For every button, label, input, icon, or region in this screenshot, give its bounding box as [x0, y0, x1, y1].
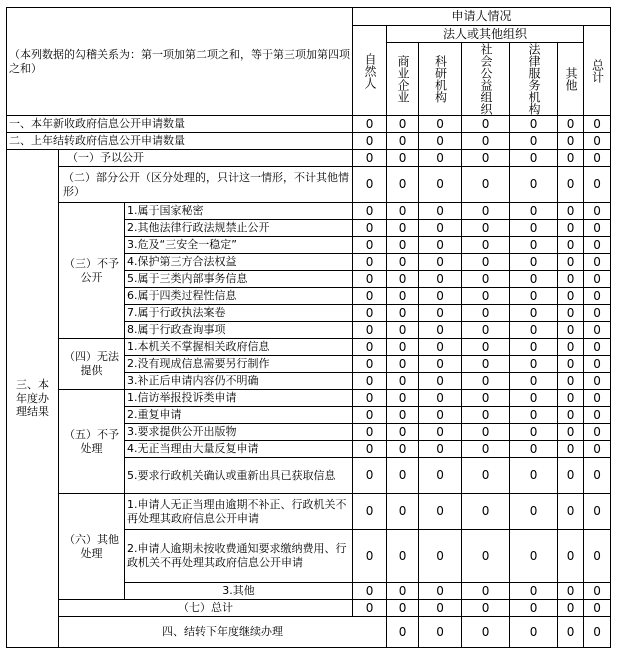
table-cell-value: 0 [462, 441, 510, 458]
row-label: 1.信访举报投诉类申请 [125, 390, 353, 407]
table-cell-value: 0 [353, 494, 387, 530]
row-label: 二、上年结转政府信息公开申请数量 [7, 133, 353, 150]
table-cell-value: 0 [387, 600, 419, 617]
table-cell-value: 0 [510, 441, 558, 458]
table-cell-value: 0 [558, 203, 584, 220]
table-cell-value: 0 [558, 441, 584, 458]
table-cell-value: 0 [462, 339, 510, 356]
row-label: 3.要求提供公开出版物 [125, 424, 353, 441]
row-label: 2.没有现成信息需要另行制作 [125, 356, 353, 373]
table-cell-value: 0 [387, 339, 419, 356]
table-cell-value: 0 [584, 390, 611, 407]
table-cell-value: 0 [419, 494, 462, 530]
table-cell-value: 0 [462, 373, 510, 390]
table-cell-value: 0 [510, 220, 558, 237]
table-cell-value: 0 [584, 356, 611, 373]
table-cell-value: 0 [353, 583, 387, 600]
table-cell-value: 0 [510, 600, 558, 617]
table-cell-value: 0 [558, 373, 584, 390]
table-cell-value: 0 [353, 305, 387, 322]
table-cell-value: 0 [387, 133, 419, 150]
table-cell-value: 0 [510, 167, 558, 203]
table-cell-value: 0 [584, 288, 611, 305]
table-cell-value: 0 [558, 271, 584, 288]
table-cell-value: 0 [510, 237, 558, 254]
col-natural-person: 自然人 [353, 26, 387, 116]
table-cell-value: 0 [584, 617, 611, 648]
group-4-label: （四）无法提供 [59, 339, 125, 390]
table-cell-value: 0 [419, 203, 462, 220]
table-cell-value: 0 [462, 530, 510, 583]
table-cell-value: 0 [558, 617, 584, 648]
row-label: （二）部分公开（区分处理的，只计这一情形，不计其他情形） [59, 167, 353, 203]
table-cell-value: 0 [419, 271, 462, 288]
table-cell-value: 0 [462, 288, 510, 305]
table-cell-value: 0 [510, 617, 558, 648]
table-cell-value: 0 [558, 305, 584, 322]
row-label: 2.申请人逾期未按收费通知要求缴纳费用、行政机关不再处理其政府信息公开申请 [125, 530, 353, 583]
row-label: 3.其他 [125, 583, 353, 600]
row-label: 5.要求行政机关确认或重新出具已获取信息 [125, 458, 353, 494]
table-cell-value: 0 [419, 288, 462, 305]
table-cell-value: 0 [353, 424, 387, 441]
table-cell-value: 0 [462, 271, 510, 288]
table-cell-value: 0 [558, 390, 584, 407]
table-cell-value: 0 [353, 356, 387, 373]
table-cell-value: 0 [558, 339, 584, 356]
table-cell-value: 0 [387, 254, 419, 271]
table-cell-value: 0 [584, 600, 611, 617]
table-cell-value: 0 [353, 441, 387, 458]
row-label: （一）予以公开 [59, 150, 353, 167]
table-cell-value: 0 [510, 373, 558, 390]
table-cell-value: 0 [419, 373, 462, 390]
table-cell-value: 0 [387, 424, 419, 441]
header-applicant-situation: 申请人情况 [353, 8, 611, 26]
table-cell-value: 0 [353, 150, 387, 167]
table-cell-value: 0 [462, 322, 510, 339]
table-cell-value: 0 [419, 617, 462, 648]
table-cell-value: 0 [353, 271, 387, 288]
table-cell-value: 0 [510, 271, 558, 288]
table-cell-value: 0 [558, 530, 584, 583]
col-research: 科研机构 [419, 43, 462, 116]
table-cell-value: 0 [510, 133, 558, 150]
table-cell-value: 0 [462, 583, 510, 600]
table-cell-value: 0 [419, 237, 462, 254]
table-cell-value: 0 [353, 458, 387, 494]
table-cell-value: 0 [462, 305, 510, 322]
table-cell-value: 0 [510, 458, 558, 494]
table-cell-value: 0 [584, 583, 611, 600]
table-cell-value: 0 [558, 288, 584, 305]
table-cell-value: 0 [558, 458, 584, 494]
table-cell-value: 0 [419, 407, 462, 424]
table-cell-value: 0 [387, 617, 419, 648]
table-cell-value: 0 [558, 237, 584, 254]
table-cell-value: 0 [387, 271, 419, 288]
table-cell-value: 0 [584, 458, 611, 494]
table-cell-value: 0 [584, 441, 611, 458]
table-cell-value: 0 [353, 254, 387, 271]
col-business: 商业企业 [387, 43, 419, 116]
table-cell-value: 0 [419, 441, 462, 458]
table-cell-value: 0 [462, 254, 510, 271]
table-cell-value: 0 [462, 390, 510, 407]
section-3-label: 三、本年度办理结果 [7, 150, 59, 648]
table-cell-value: 0 [353, 288, 387, 305]
table-cell-value: 0 [584, 271, 611, 288]
table-cell-value: 0 [584, 530, 611, 583]
table-cell-value: 0 [558, 254, 584, 271]
table-cell-value: 0 [510, 150, 558, 167]
table-cell-value: 0 [510, 339, 558, 356]
table-cell-value: 0 [353, 600, 387, 617]
table-cell-value: 0 [558, 494, 584, 530]
row-label: 1.属于国家秘密 [125, 203, 353, 220]
row-label: 5.属于三类内部事务信息 [125, 271, 353, 288]
table-row [7, 617, 611, 648]
table-cell-value: 0 [462, 458, 510, 494]
table-cell-value: 0 [462, 203, 510, 220]
table-cell-value: 0 [584, 203, 611, 220]
table-cell-value: 0 [462, 600, 510, 617]
table-cell-value: 0 [462, 237, 510, 254]
table-cell-value: 0 [353, 203, 387, 220]
table-cell-value: 0 [584, 167, 611, 203]
col-public-welfare: 社会公益组织 [462, 43, 510, 116]
row-label: 2.其他法律行政法规禁止公开 [125, 220, 353, 237]
table-cell-value: 0 [387, 583, 419, 600]
table-cell-value: 0 [387, 494, 419, 530]
table-cell-value: 0 [510, 407, 558, 424]
table-cell-value: 0 [387, 407, 419, 424]
table-cell-value: 0 [353, 407, 387, 424]
table-cell-value: 0 [462, 116, 510, 133]
table-cell-value: 0 [462, 133, 510, 150]
table-cell-value: 0 [462, 494, 510, 530]
table-cell-value: 0 [584, 220, 611, 237]
table-cell-value: 0 [387, 322, 419, 339]
table-cell-value: 0 [353, 133, 387, 150]
table-cell-value: 0 [387, 458, 419, 494]
row-label: 3.补正后申请内容仍不明确 [125, 373, 353, 390]
table-cell-value: 0 [419, 339, 462, 356]
table-cell-value: 0 [419, 305, 462, 322]
table-cell-value: 0 [419, 150, 462, 167]
table-row [7, 150, 611, 167]
header-note: （本列数据的勾稽关系为：第一项加第二项之和，等于第三项加第四项之和） [7, 8, 353, 116]
table-cell-value: 0 [387, 203, 419, 220]
table-cell-value: 0 [419, 220, 462, 237]
table-cell-value: 0 [584, 150, 611, 167]
table-cell-value: 0 [387, 116, 419, 133]
table-cell-value: 0 [510, 322, 558, 339]
table-cell-value: 0 [558, 407, 584, 424]
table-cell-value: 0 [353, 167, 387, 203]
table-cell-value: 0 [353, 530, 387, 583]
table-cell-value: 0 [387, 373, 419, 390]
row-label: 一、本年新收政府信息公开申请数量 [7, 116, 353, 133]
table-cell-value: 0 [510, 203, 558, 220]
row-label: 1.申请人无正当理由逾期不补正、行政机关不再处理其政府信息公开申请 [125, 494, 353, 530]
row-label: 2.重复申请 [125, 407, 353, 424]
table-cell-value: 0 [584, 424, 611, 441]
row-label: 6.属于四类过程性信息 [125, 288, 353, 305]
table-row [7, 600, 611, 617]
table-cell-value: 0 [510, 390, 558, 407]
table-cell-value: 0 [387, 150, 419, 167]
table-cell-value: 0 [353, 322, 387, 339]
table-cell-value: 0 [558, 600, 584, 617]
table-cell-value: 0 [584, 407, 611, 424]
row-label: 四、结转下年度继续办理 [59, 617, 387, 648]
table-row [7, 203, 611, 220]
table-cell-value: 0 [387, 167, 419, 203]
table-cell-value: 0 [387, 441, 419, 458]
table-cell-value: 0 [419, 254, 462, 271]
table-cell-value: 0 [584, 339, 611, 356]
table-cell-value: 0 [584, 254, 611, 271]
table-cell-value: 0 [419, 390, 462, 407]
table-cell-value: 0 [584, 237, 611, 254]
gov-info-disclosure-table [6, 7, 611, 648]
table-cell-value: 0 [387, 305, 419, 322]
table-cell-value: 0 [419, 322, 462, 339]
table-cell-value: 0 [353, 237, 387, 254]
table-cell-value: 0 [387, 237, 419, 254]
table-cell-value: 0 [419, 356, 462, 373]
table-row [7, 116, 611, 133]
table-cell-value: 0 [558, 133, 584, 150]
row-label: 1.本机关不掌握相关政府信息 [125, 339, 353, 356]
table-cell-value: 0 [510, 305, 558, 322]
table-cell-value: 0 [419, 530, 462, 583]
row-label: 4.无正当理由大量反复申请 [125, 441, 353, 458]
row-label: 7.属于行政执法案卷 [125, 305, 353, 322]
table-cell-value: 0 [510, 583, 558, 600]
table-row [7, 167, 611, 203]
table-cell-value: 0 [558, 167, 584, 203]
table-cell-value: 0 [558, 150, 584, 167]
table-cell-value: 0 [387, 356, 419, 373]
group-6-label: （六）其他处理 [59, 494, 125, 600]
group-3-label: （三）不予公开 [59, 203, 125, 339]
table-cell-value: 0 [558, 322, 584, 339]
table-cell-value: 0 [353, 116, 387, 133]
table-cell-value: 0 [462, 424, 510, 441]
row-label: 4.保护第三方合法权益 [125, 254, 353, 271]
table-cell-value: 0 [419, 424, 462, 441]
table-cell-value: 0 [462, 167, 510, 203]
table-row [7, 339, 611, 356]
group-5-label: （五）不予处理 [59, 390, 125, 494]
table-cell-value: 0 [584, 305, 611, 322]
table-cell-value: 0 [510, 116, 558, 133]
row-label: 8.属于行政查询事项 [125, 322, 353, 339]
table-cell-value: 0 [353, 339, 387, 356]
table-cell-value: 0 [510, 494, 558, 530]
col-total: 总计 [584, 26, 611, 116]
table-cell-value: 0 [419, 600, 462, 617]
table-cell-value: 0 [584, 116, 611, 133]
table-cell-value: 0 [558, 220, 584, 237]
table-cell-value: 0 [584, 133, 611, 150]
header-legal-persons: 法人或其他组织 [387, 26, 584, 43]
table-cell-value: 0 [419, 133, 462, 150]
row-label: 3.危及“三安全一稳定” [125, 237, 353, 254]
table-row [7, 494, 611, 530]
table-cell-value: 0 [558, 424, 584, 441]
table-cell-value: 0 [584, 322, 611, 339]
table-cell-value: 0 [584, 373, 611, 390]
table-cell-value: 0 [510, 288, 558, 305]
table-cell-value: 0 [387, 220, 419, 237]
table-cell-value: 0 [462, 150, 510, 167]
table-cell-value: 0 [353, 390, 387, 407]
table-cell-value: 0 [510, 424, 558, 441]
table-cell-value: 0 [419, 458, 462, 494]
table-cell-value: 0 [419, 167, 462, 203]
table-cell-value: 0 [558, 356, 584, 373]
table-cell-value: 0 [558, 583, 584, 600]
table-cell-value: 0 [353, 373, 387, 390]
col-legal-service: 法律服务机构 [510, 43, 558, 116]
table-cell-value: 0 [419, 116, 462, 133]
table-cell-value: 0 [510, 356, 558, 373]
table-cell-value: 0 [558, 116, 584, 133]
row-label: （七）总计 [59, 600, 353, 617]
table-cell-value: 0 [462, 407, 510, 424]
table-cell-value: 0 [462, 617, 510, 648]
table-row [7, 390, 611, 407]
table-cell-value: 0 [387, 288, 419, 305]
table-cell-value: 0 [462, 220, 510, 237]
table-cell-value: 0 [353, 220, 387, 237]
table-cell-value: 0 [510, 254, 558, 271]
table-cell-value: 0 [387, 530, 419, 583]
table-cell-value: 0 [387, 390, 419, 407]
table-cell-value: 0 [584, 494, 611, 530]
table-cell-value: 0 [462, 356, 510, 373]
table-cell-value: 0 [419, 583, 462, 600]
table-cell-value: 0 [510, 530, 558, 583]
col-other: 其他 [558, 43, 584, 116]
table-row [7, 133, 611, 150]
